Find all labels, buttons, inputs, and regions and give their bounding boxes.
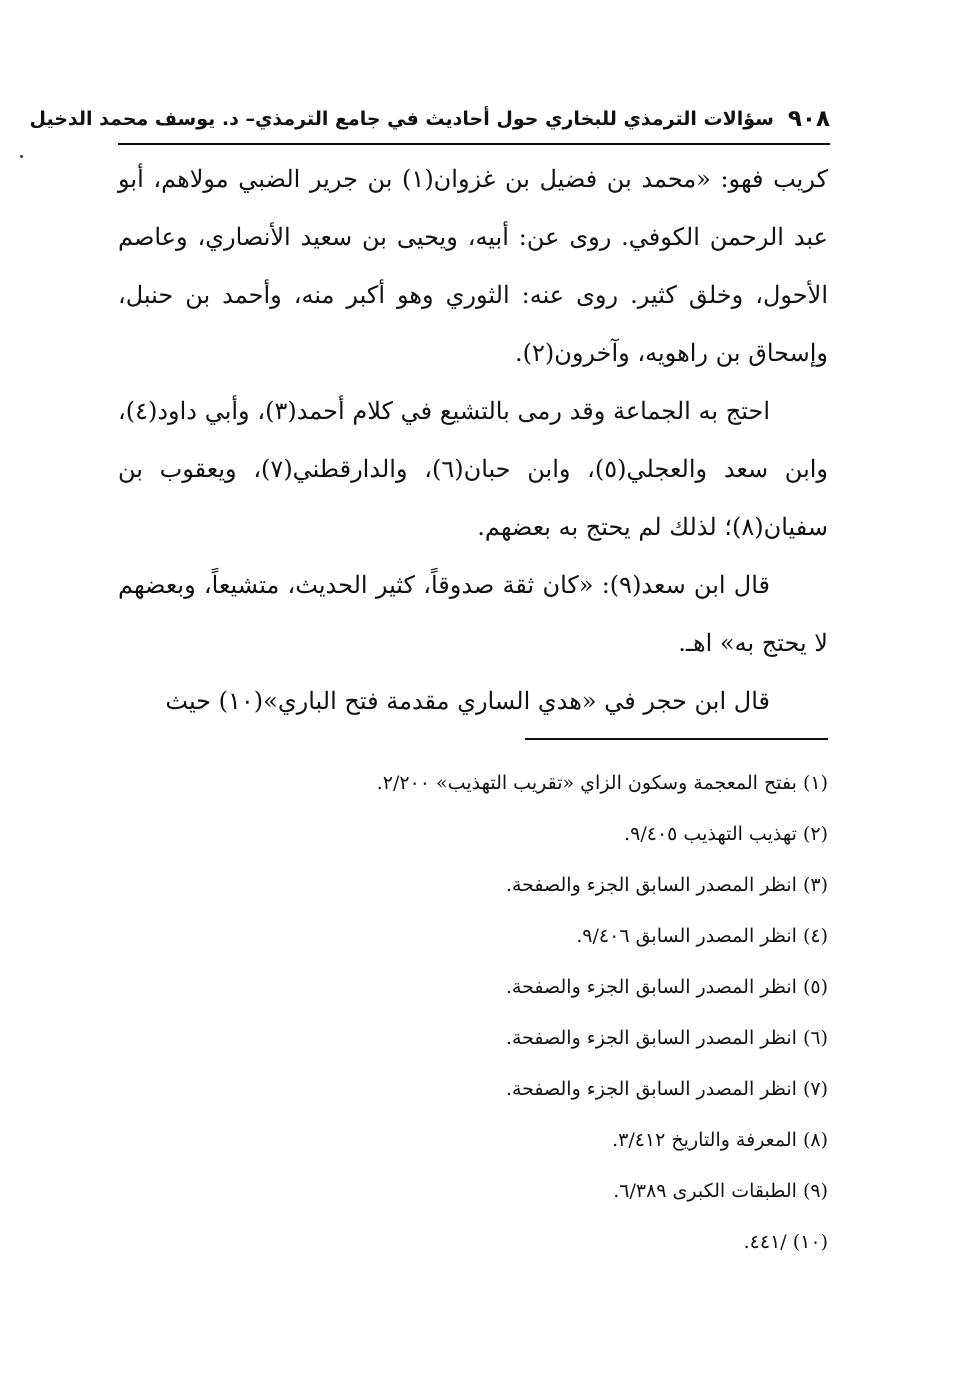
footnote: (١٠) /٤٤١. (743, 1231, 828, 1253)
page-header (29, 98, 830, 140)
footnote-separator (525, 738, 828, 740)
paragraph-1: كريب فهو: «محمد بن فضيل بن غزوان(١) بن جرير الضبي مولاهم، أبو عبد الرحمن الكوفي. روى عن: أبيه، ويحيى بن سعيد الأنصاري، وعاصم الأحول، وخلق كثير. روى عنه: الثوري وهو أكبر منه، وأحمد بن حنبل، وإسحاق بن راهويه، وآخرون(٢). (118, 165, 828, 367)
footnote: (١) بفتح المعجمة وسكون الزاي «تقريب التهذيب» ٢/٢٠٠. (376, 772, 828, 794)
page-number: ٩٠٨ (787, 106, 830, 132)
scan-speck (20, 155, 23, 158)
main-text (118, 150, 828, 730)
footnote: (٥) انظر المصدر السابق الجزء والصفحة. (505, 976, 828, 998)
paragraph-3: قال ابن سعد(٩): «كان ثقة صدوقاً، كثير الحديث، متشيعاً، وبعضهم لا يحتج به» اهـ. (118, 571, 828, 657)
footnote: (٧) انظر المصدر السابق الجزء والصفحة. (505, 1078, 828, 1100)
footnote: (٦) انظر المصدر السابق الجزء والصفحة. (505, 1027, 828, 1049)
header-rule (118, 143, 830, 145)
paragraph-4: قال ابن حجر في «هدي الساري مقدمة فتح الباري»(١٠) حيث (165, 687, 770, 715)
paragraph-2: احتج به الجماعة وقد رمى بالتشيع في كلام أحمد(٣)، وأبي داود(٤)، وابن سعد والعجلي(٥)، وابن حبان(٦)، والدارقطني(٧)، ويعقوب بن سفيان(٨)؛ لذلك لم يحتج به بعضهم. (118, 397, 828, 541)
running-title: سؤالات الترمذي للبخاري حول أحاديث في جامع الترمذي– د. يوسف محمد الدخيل (29, 108, 774, 130)
footnote: (٣) انظر المصدر السابق الجزء والصفحة. (505, 874, 828, 896)
footnote: (٨) المعرفة والتاريخ ٣/٤١٢. (612, 1129, 828, 1151)
footnotes (118, 758, 828, 1268)
footnote: (٢) تهذيب التهذيب ٩/٤٠٥. (624, 823, 828, 845)
footnote: (٤) انظر المصدر السابق ٩/٤٠٦. (576, 925, 828, 947)
footnote: (٩) الطبقات الكبرى ٦/٣٨٩. (613, 1180, 828, 1202)
